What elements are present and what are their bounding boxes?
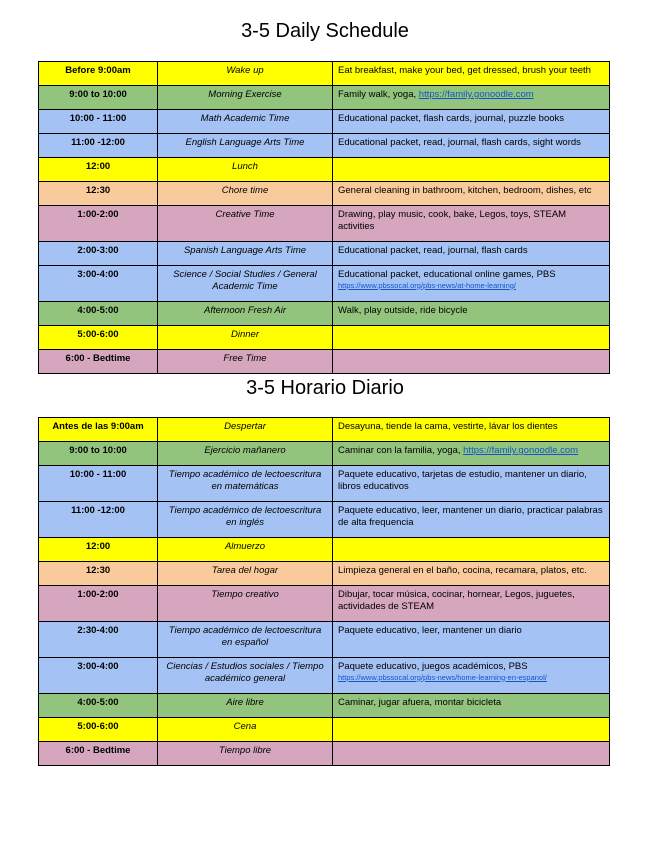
description-cell (333, 418, 610, 442)
schedule-row (39, 442, 610, 466)
description-cell (333, 586, 610, 622)
description-cell (333, 158, 610, 182)
description-text: Eat breakfast, make your bed, get dressed, brush your teeth (338, 65, 591, 76)
schedule-row (39, 266, 610, 302)
description-text: Paquete educativo, leer, mantener un diario, practicar palabras de alta frequencia (338, 505, 603, 528)
activity-cell: Almuerzo (158, 538, 333, 562)
time-cell: 2:30-4:00 (39, 622, 158, 658)
time-cell: 10:00 - 11:00 (39, 110, 158, 134)
description-cell (333, 622, 610, 658)
activity-cell: English Language Arts Time (158, 134, 333, 158)
time-cell: 5:00-6:00 (39, 718, 158, 742)
time-cell: 11:00 -12:00 (39, 134, 158, 158)
activity-cell: Science / Social Studies / General Academic Time (158, 266, 333, 302)
time-cell: 4:00-5:00 (39, 302, 158, 326)
description-text: Educational packet, read, journal, flash cards (338, 245, 528, 256)
schedule-row (39, 326, 610, 350)
description-text: Paquete educativo, juegos académicos, PBS (338, 661, 528, 672)
description-cell (333, 242, 610, 266)
description-text: Caminar, jugar afuera, montar bicicleta (338, 697, 502, 708)
time-cell: 9:00 to 10:00 (39, 442, 158, 466)
time-cell: Before 9:00am (39, 62, 158, 86)
description-text: Caminar con la familia, yoga, (338, 445, 464, 456)
activity-cell: Ejercicio mañanero (158, 442, 333, 466)
description-cell (333, 326, 610, 350)
schedule-row (39, 182, 610, 206)
schedule-row (39, 742, 610, 766)
description-cell (333, 206, 610, 242)
description-cell (333, 110, 610, 134)
description-text: Educational packet, educational online games, PBS (338, 269, 556, 280)
description-text: Dibujar, tocar música, cocinar, hornear, Legos, juguetes, actividades de STEAM (338, 589, 575, 612)
time-cell: 4:00-5:00 (39, 694, 158, 718)
description-text: Drawing, play music, cook, bake, Legos, toys, STEAM activities (338, 209, 567, 232)
activity-cell: Tiempo académico de lectoescritura en inglés (158, 502, 333, 538)
activity-cell: Wake up (158, 62, 333, 86)
activity-cell: Spanish Language Arts Time (158, 242, 333, 266)
activity-cell: Dinner (158, 326, 333, 350)
schedule-row (39, 466, 610, 502)
activity-cell: Aire libre (158, 694, 333, 718)
time-cell: 10:00 - 11:00 (39, 466, 158, 502)
description-text: Educational packet, read, journal, flash cards, sight words (338, 137, 581, 148)
activity-cell: Chore time (158, 182, 333, 206)
schedule-row (39, 302, 610, 326)
time-cell: 1:00-2:00 (39, 586, 158, 622)
schedule-row (39, 158, 610, 182)
time-cell: 6:00 - Bedtime (39, 742, 158, 766)
time-cell: 9:00 to 10:00 (39, 86, 158, 110)
schedule-row (39, 622, 610, 658)
description-cell (333, 182, 610, 206)
schedule-row (39, 206, 610, 242)
description-text: Limpieza general en el baño, cocina, recamara, platos, etc. (338, 565, 587, 576)
description-cell (333, 466, 610, 502)
description-cell (333, 350, 610, 374)
activity-cell: Morning Exercise (158, 86, 333, 110)
schedule-row (39, 134, 610, 158)
time-cell: 12:00 (39, 158, 158, 182)
time-cell: 5:00-6:00 (39, 326, 158, 350)
activity-cell: Tiempo libre (158, 742, 333, 766)
description-cell (333, 62, 610, 86)
description-cell (333, 538, 610, 562)
activity-cell: Tiempo creativo (158, 586, 333, 622)
activity-cell: Ciencias / Estudios sociales / Tiempo académico general (158, 658, 333, 694)
description-cell (333, 266, 610, 302)
schedule-row (39, 718, 610, 742)
schedule-row (39, 658, 610, 694)
schedule-row (39, 350, 610, 374)
activity-cell: Lunch (158, 158, 333, 182)
time-cell: 2:00-3:00 (39, 242, 158, 266)
schedule-row (39, 586, 610, 622)
description-cell (333, 694, 610, 718)
description-cell (333, 502, 610, 538)
description-cell (333, 134, 610, 158)
time-cell: 12:00 (39, 538, 158, 562)
time-cell: 1:00-2:00 (39, 206, 158, 242)
pbs-link[interactable]: https://www.pbssocal.org/pbs-news/at-home-learning/ (338, 280, 517, 290)
schedule-row (39, 110, 610, 134)
activity-cell: Tiempo académico de lectoescritura en español (158, 622, 333, 658)
description-text: Educational packet, flash cards, journal, puzzle books (338, 113, 565, 124)
description-text: General cleaning in bathroom, kitchen, bedroom, dishes, etc (338, 185, 592, 196)
time-cell: 11:00 -12:00 (39, 502, 158, 538)
gonoodle-link[interactable]: https://family.gonoodle.com (418, 89, 534, 100)
activity-cell: Tarea del hogar (158, 562, 333, 586)
schedule-row (39, 418, 610, 442)
description-cell (333, 302, 610, 326)
description-text: Family walk, yoga, (338, 89, 419, 100)
time-cell: Antes de las 9:00am (39, 418, 158, 442)
description-text: Paquete educativo, tarjetas de estudio, mantener un diario, libros educativos (338, 469, 587, 492)
schedule-table-spanish (38, 417, 610, 766)
time-cell: 12:30 (39, 562, 158, 586)
activity-cell: Afternoon Fresh Air (158, 302, 333, 326)
description-cell (333, 658, 610, 694)
time-cell: 3:00-4:00 (39, 658, 158, 694)
description-text: Desayuna, tiende la cama, vestirte, lávar los dientes (338, 421, 558, 432)
schedule-title-spanish: 3-5 Horario Diario (246, 377, 404, 399)
schedule-row (39, 562, 610, 586)
description-cell (333, 442, 610, 466)
time-cell: 6:00 - Bedtime (39, 350, 158, 374)
schedule-row (39, 694, 610, 718)
gonoodle-link[interactable]: https://family.gonoodle.com (463, 445, 579, 456)
schedule-row (39, 86, 610, 110)
description-text: Paquete educativo, leer, mantener un diario (338, 625, 522, 636)
description-cell (333, 562, 610, 586)
schedule-row (39, 62, 610, 86)
activity-cell: Tiempo académico de lectoescritura en matemáticas (158, 466, 333, 502)
schedule-table-english (38, 61, 610, 374)
description-cell (333, 86, 610, 110)
activity-cell: Free Time (158, 350, 333, 374)
time-cell: 3:00-4:00 (39, 266, 158, 302)
schedule-row (39, 538, 610, 562)
pbs-link[interactable]: https://www.pbssocal.org/pbs-news/home-learning-en-espanol/ (338, 672, 547, 682)
activity-cell: Despertar (158, 418, 333, 442)
description-cell (333, 718, 610, 742)
activity-cell: Math Academic Time (158, 110, 333, 134)
activity-cell: Cena (158, 718, 333, 742)
schedule-row (39, 242, 610, 266)
time-cell: 12:30 (39, 182, 158, 206)
schedule-title-english: 3-5 Daily Schedule (241, 20, 409, 42)
description-cell (333, 742, 610, 766)
activity-cell: Creative Time (158, 206, 333, 242)
schedule-row (39, 502, 610, 538)
description-text: Walk, play outside, ride bicycle (338, 305, 468, 316)
